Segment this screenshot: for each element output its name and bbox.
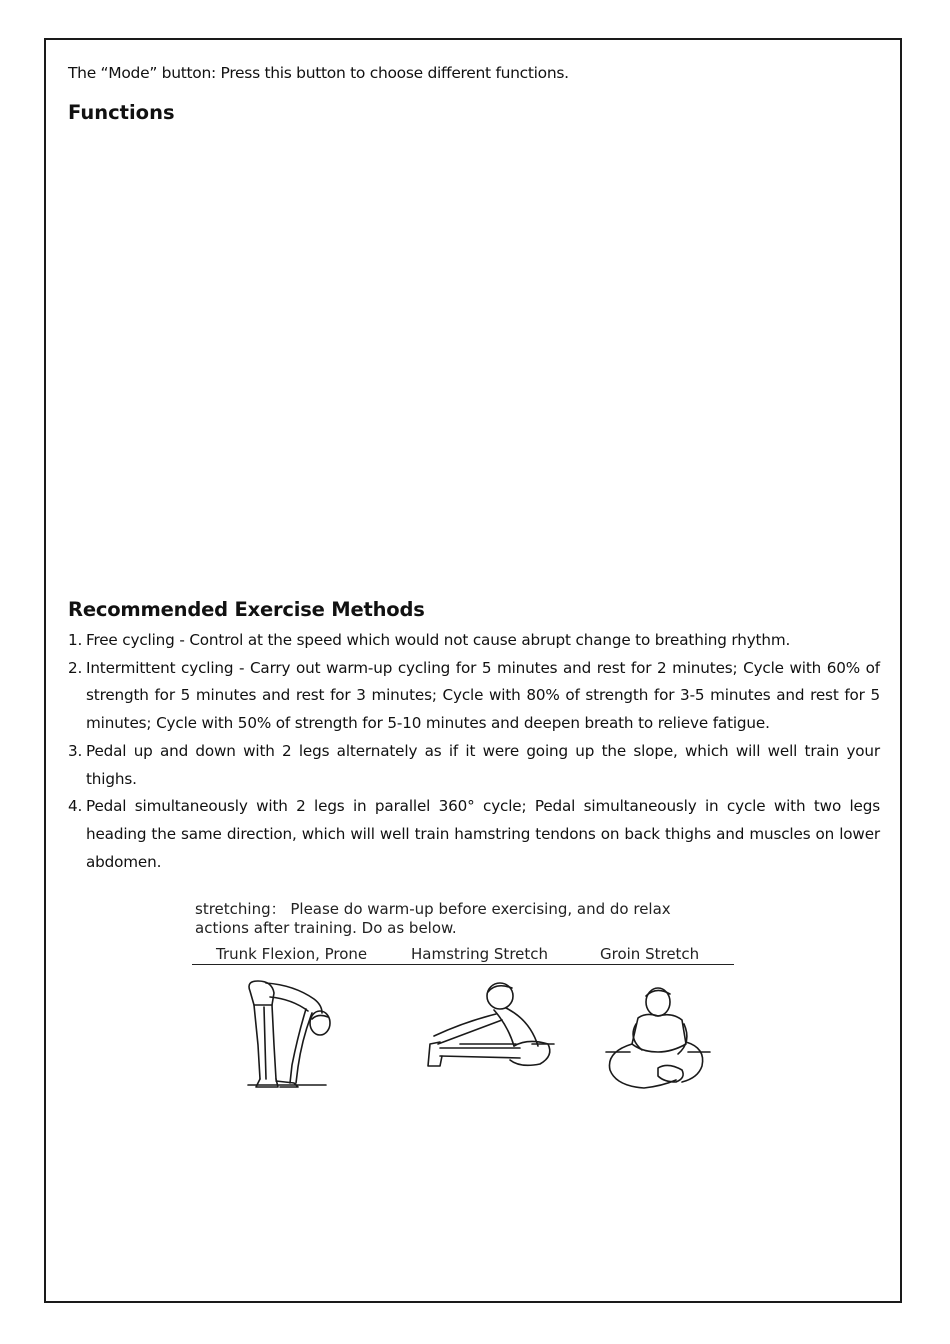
stretch-name-hamstring: Hamstring Stretch: [411, 945, 549, 963]
groin-stretch-illustration: [602, 982, 712, 1100]
mode-button-description: The “Mode” button: Press this button to choose different functions.: [68, 64, 569, 82]
hamstring-stretch-illustration: [420, 980, 556, 1078]
method-number: 3.: [68, 741, 83, 760]
stretching-intro: [195, 900, 695, 938]
method-item-1: [68, 627, 880, 655]
method-item-2: [68, 655, 880, 738]
stretching-intro-line-2: actions after training. Do as below.: [195, 919, 457, 937]
exercise-methods-list: [68, 627, 880, 876]
trunk-flexion-illustration: [236, 975, 346, 1097]
method-number: 1.: [68, 631, 83, 649]
stretch-name-trunk-flexion: Trunk Flexion, Prone: [216, 945, 368, 963]
method-text: Free cycling - Control at the speed which would not cause abrupt change to breathing rhythm.: [86, 631, 791, 649]
method-item-4: [68, 793, 880, 876]
stretch-names-row: [192, 945, 734, 965]
stretching-intro-line-1: stretching： Please do warm-up before exercising, and do relax: [195, 900, 671, 918]
functions-heading: Functions: [68, 101, 175, 124]
method-number: 4.: [68, 797, 83, 816]
exercise-methods-heading: Recommended Exercise Methods: [68, 598, 425, 621]
method-number: 2.: [68, 658, 83, 677]
method-item-3: [68, 738, 880, 793]
method-text: Intermittent cycling - Carry out warm-up cycling for 5 minutes and rest for 2 minutes; Cycle with 60% of strength for 5 minutes and rest for 3 minutes; Cycle with 80% of strength for 3-5 minutes and rest for 5 minutes; Cycle with 50% of strength for 5-10 minutes and deepen breath to relieve fatigue.: [86, 658, 880, 733]
stretch-name-groin: Groin Stretch: [600, 945, 700, 963]
method-text: Pedal up and down with 2 legs alternately as if it were going up the slope, which will well train your thighs.: [86, 741, 880, 788]
method-text: Pedal simultaneously with 2 legs in parallel 360° cycle; Pedal simultaneously in cycle with two legs heading the same direction, which will well train hamstring tendons on back thighs and muscles on lower abdomen.: [86, 797, 880, 871]
